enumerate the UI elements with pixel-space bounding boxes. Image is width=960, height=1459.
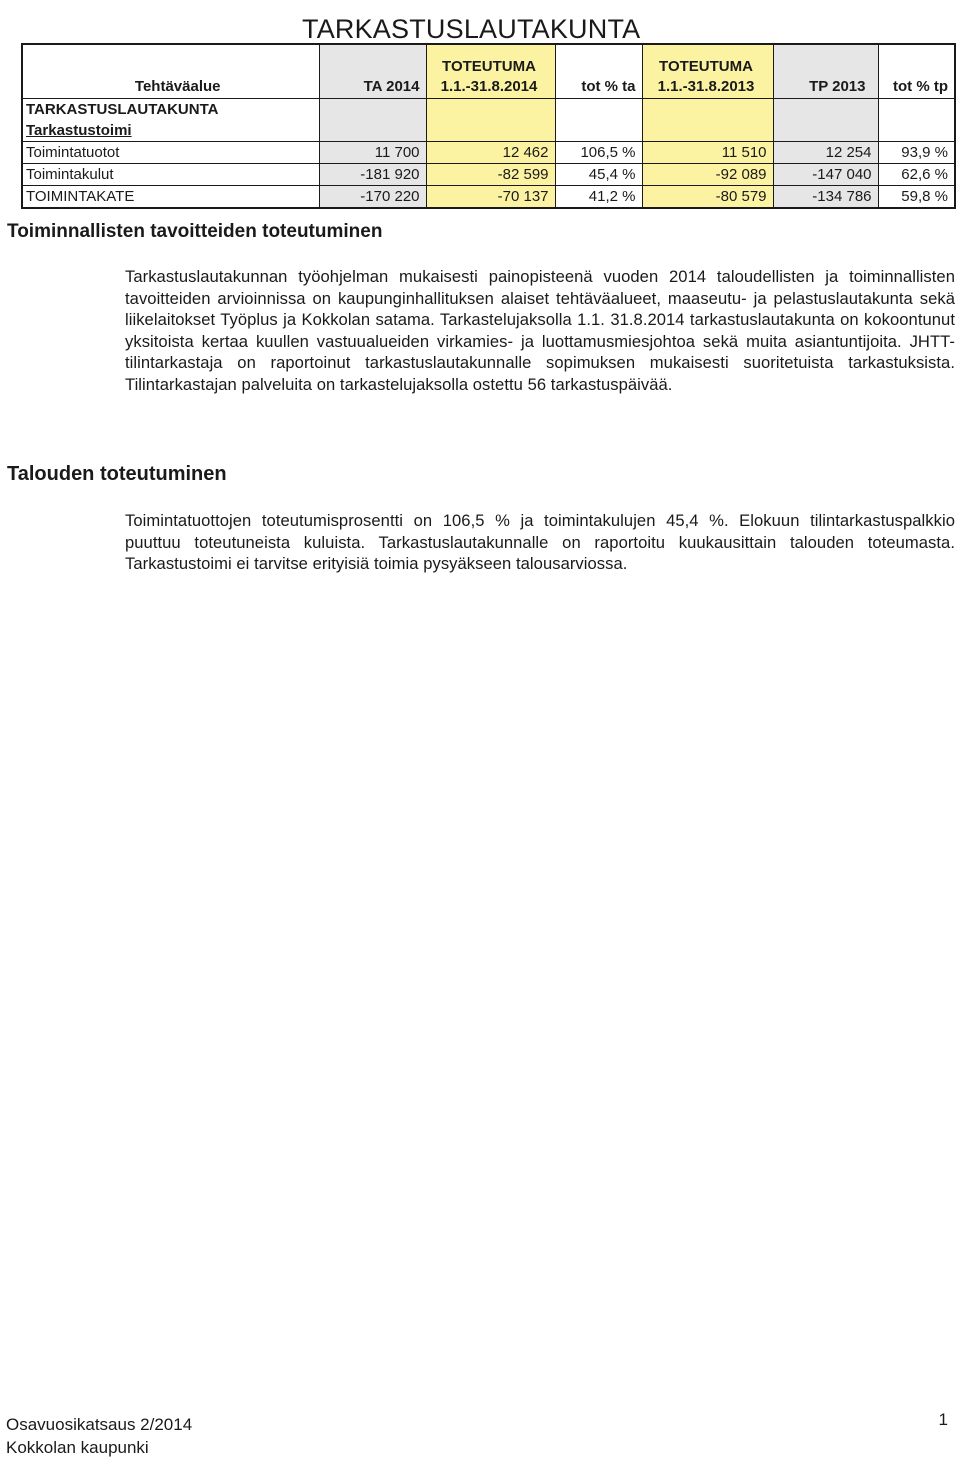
header-tot2014 [426, 44, 555, 99]
table-row [22, 142, 955, 164]
header-ta2014: TA 2014 [319, 44, 426, 99]
header-area: Tehtäväalue [22, 44, 319, 99]
section-paragraph-finance: Toimintatuottojen toteutumisprosentti on 106,5 % ja toimintakulujen 45,4 %. Elokuun tilintarkastuspalkkio puuttuu toteutuneista kuluista. Tarkastuslautakunnalle on raportoitu kuukausittain talouden toteumasta. Tarkastustoimi ei tarvitse erityisiä toimia pysyäkseen talousarviossa. [125, 511, 955, 574]
cell-tot2014: -70 137 [426, 186, 555, 209]
group-label-main: TARKASTUSLAUTAKUNTA [22, 99, 319, 121]
footer [6, 1413, 192, 1459]
table-subgroup-row [22, 120, 955, 142]
group-label-sub: Tarkastustoimi [26, 122, 132, 139]
cell-tp2013: 12 254 [773, 142, 878, 164]
cell-pct-tp: 93,9 % [878, 142, 955, 164]
cell-tot2013: 11 510 [642, 142, 773, 164]
cell-pct-ta: 41,2 % [555, 186, 642, 209]
cell-tp2013: -147 040 [773, 164, 878, 186]
table-row [22, 186, 955, 209]
header-tot2013-line1: TOTEUTUMA [659, 58, 753, 75]
header-tot2013-line2: 1.1.-31.8.2013 [657, 78, 755, 95]
header-tp2013: TP 2013 [773, 44, 878, 99]
table-row [22, 164, 955, 186]
cell-tot2013: -80 579 [642, 186, 773, 209]
cell-tot2014: -82 599 [426, 164, 555, 186]
page-number: 1 [938, 1410, 948, 1429]
header-tot2014-line2: 1.1.-31.8.2014 [440, 78, 538, 95]
table-group-row [22, 99, 955, 121]
row-label: Toimintatuotot [22, 142, 319, 164]
cell-pct-tp: 59,8 % [878, 186, 955, 209]
financial-table [21, 43, 956, 209]
header-pct-tp: tot % tp [878, 44, 955, 99]
header-pct-ta: tot % ta [555, 44, 642, 99]
cell-tot2014: 12 462 [426, 142, 555, 164]
footer-report-title: Osavuosikatsaus 2/2014 [6, 1415, 193, 1434]
cell-pct-ta: 106,5 % [555, 142, 642, 164]
cell-pct-ta: 45,4 % [555, 164, 642, 186]
footer-organization: Kokkolan kaupunki [6, 1438, 149, 1457]
header-tot2014-line1: TOTEUTUMA [442, 58, 536, 75]
header-tot2013 [642, 44, 773, 99]
page-title: TARKASTUSLAUTAKUNTA [302, 14, 641, 45]
row-label: Toimintakulut [22, 164, 319, 186]
cell-ta2014: -181 920 [319, 164, 426, 186]
cell-pct-tp: 62,6 % [878, 164, 955, 186]
row-label: TOIMINTAKATE [22, 186, 319, 209]
table-header-row [22, 44, 955, 99]
cell-ta2014: -170 220 [319, 186, 426, 209]
section-paragraph-goals: Tarkastuslautakunnan työohjelman mukaisesti painopisteenä vuoden 2014 taloudellisten ja toiminnallisten tavoitteiden arvioinnissa on kaupunginhallituksen alaiset tehtäväalueet, maaseutu- ja pelastuslautakunta sekä liikelaitokset Työplus ja Kokkolan satama. Tarkastelujaksolla 1.1. 31.8.2014 tarkastuslautakunta on kokoontunut yksitoista kertaa kuullen vastuualueiden virkamies- ja luottamusmiesjohtoa sekä muita asiantuntijoita. JHTT-tilintarkastaja on raportoinut tarkastuslautakunnalle sopimuksen mukaisesti suoritetuista tarkastuksista. Tilintarkastajan palveluita on tarkastelujaksolla ostettu 56 tarkastuspäivää. [125, 267, 955, 394]
cell-ta2014: 11 700 [319, 142, 426, 164]
section-heading-finance: Talouden toteutuminen [7, 463, 227, 485]
cell-tp2013: -134 786 [773, 186, 878, 209]
section-heading-goals: Toiminnallisten tavoitteiden toteutuminen [7, 221, 383, 242]
cell-tot2013: -92 089 [642, 164, 773, 186]
